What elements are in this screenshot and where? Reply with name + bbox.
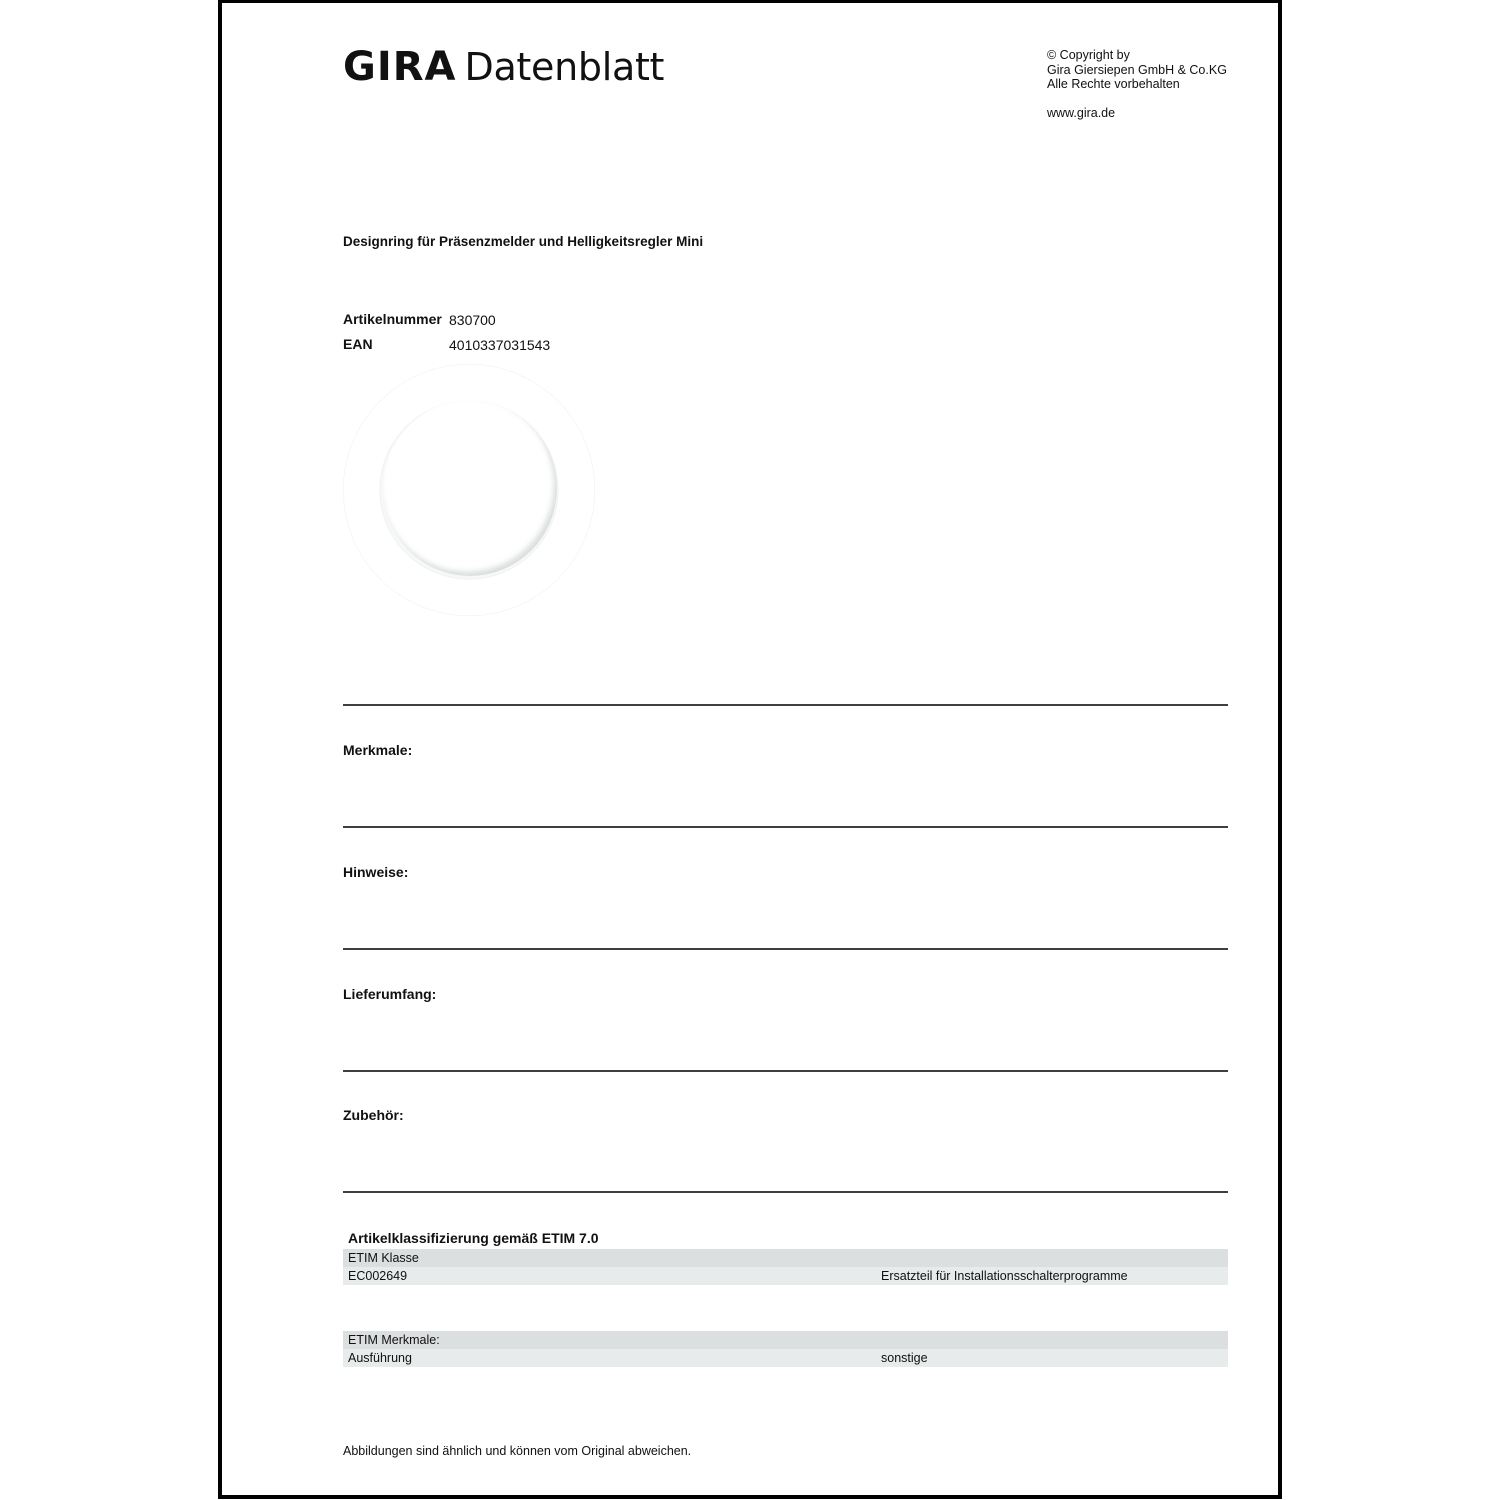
etim-feature-name: Ausführung (348, 1351, 412, 1365)
section-heading-zubehoer: Zubehör: (343, 1107, 404, 1123)
etim-class-description: Ersatzteil für Installationsschalterprogramme (881, 1269, 1128, 1283)
gira-logo (343, 44, 664, 90)
doc-type: Datenblatt (464, 45, 665, 89)
section-divider (343, 704, 1228, 706)
brand-name: GIRA (343, 44, 457, 90)
copyright-line-1: © Copyright by (1047, 48, 1130, 62)
etim-class-code: EC002649 (348, 1269, 408, 1283)
table-row (343, 1267, 1228, 1285)
copyright-line-3: Alle Rechte vorbehalten (1047, 77, 1180, 91)
section-divider (343, 1070, 1228, 1072)
ean-label: EAN (343, 336, 373, 352)
section-divider (343, 948, 1228, 950)
etim-feature-value: sonstige (881, 1351, 928, 1365)
table-row (343, 1349, 1228, 1367)
article-number-value: 830700 (449, 312, 496, 328)
section-heading-lieferumfang: Lieferumfang: (343, 986, 437, 1002)
etim-class-header-row (343, 1249, 1228, 1267)
article-number-label: Artikelnummer (343, 311, 442, 327)
etim-title: Artikelklassifizierung gemäß ETIM 7.0 (348, 1230, 599, 1246)
ean-value: 4010337031543 (449, 337, 551, 353)
copyright-block (1047, 48, 1227, 120)
etim-features-header-row (343, 1331, 1228, 1349)
section-divider (343, 826, 1228, 828)
product-title: Designring für Präsenzmelder und Helligkeitsregler Mini (343, 234, 704, 249)
etim-features-header: ETIM Merkmale: (348, 1333, 440, 1347)
copyright-line-2: Gira Giersiepen GmbH & Co.KG (1047, 62, 1227, 77)
product-image-ring-opening (383, 400, 557, 576)
section-heading-hinweise: Hinweise: (343, 864, 409, 880)
section-heading-merkmale: Merkmale: (343, 742, 413, 758)
website-link[interactable]: www.gira.de (1047, 105, 1116, 120)
disclaimer-note: Abbildungen sind ähnlich und können vom Original abweichen. (343, 1444, 692, 1458)
etim-class-header: ETIM Klasse (348, 1251, 419, 1265)
section-divider (343, 1191, 1228, 1193)
